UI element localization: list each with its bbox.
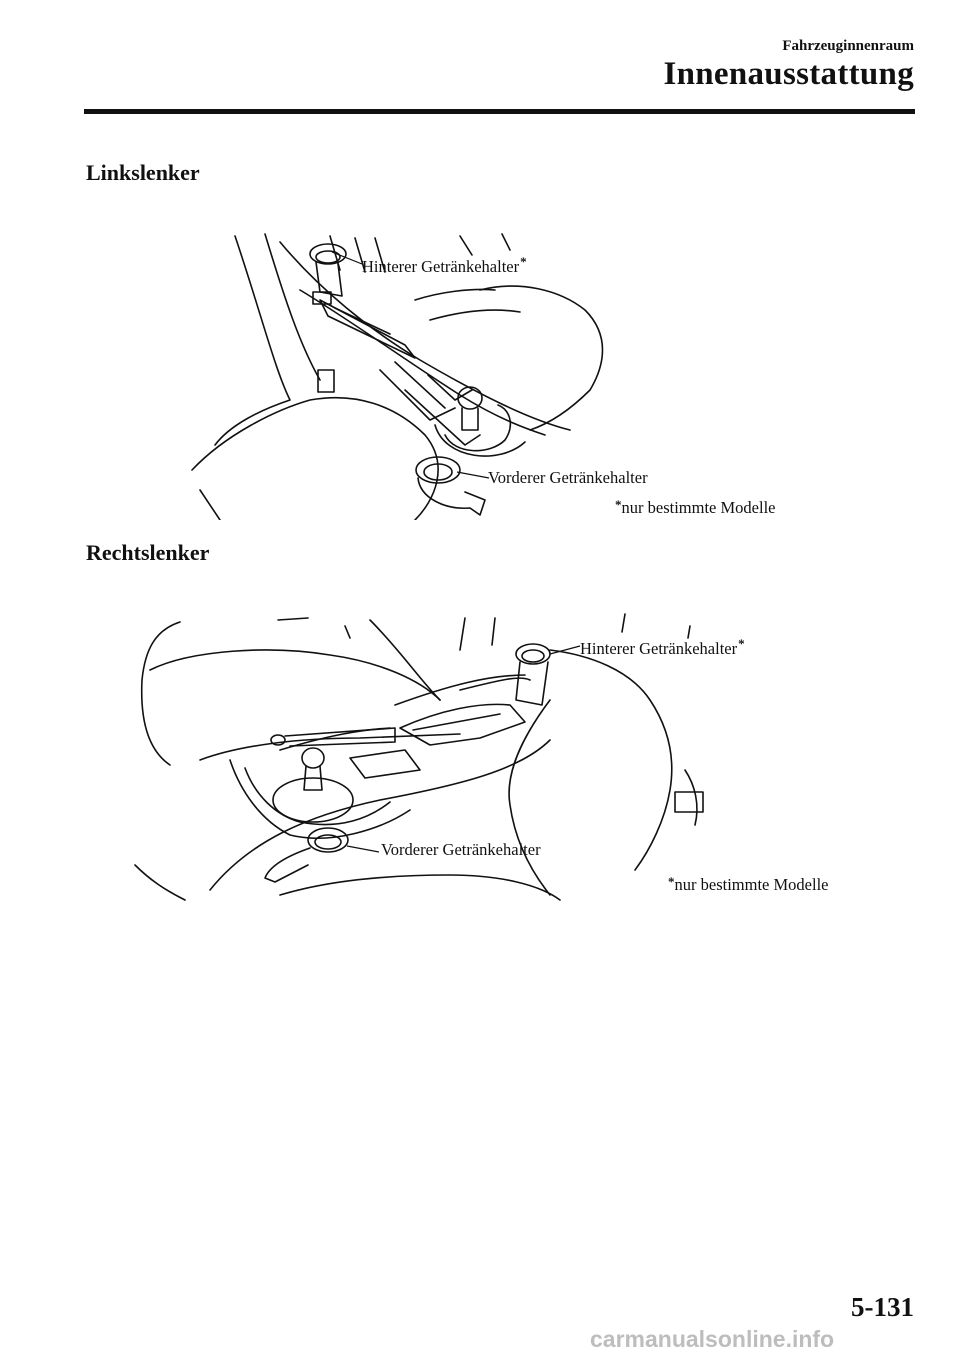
- rhd-rear-cupholder-label: [580, 636, 745, 659]
- rhd-front-leader: [345, 840, 385, 860]
- rhd-rear-asterisk: *: [738, 636, 745, 651]
- lhd-rear-cupholder-label: [362, 254, 527, 277]
- rhd-note-text: nur bestimmte Modelle: [674, 875, 829, 894]
- page-title: Innenausstattung: [663, 56, 914, 92]
- lhd-note-asterisk: *: [615, 497, 622, 512]
- lhd-front-cupholder-label: Vorderer Getränkehalter: [488, 468, 648, 487]
- rhd-model-note: [668, 874, 828, 895]
- rhd-front-cupholder-label: Vorderer Getränkehalter: [381, 840, 541, 859]
- lhd-note-text: nur bestimmte Modelle: [621, 498, 776, 517]
- lhd-heading: Linkslenker: [86, 160, 200, 185]
- lhd-rear-label-text: Hinterer Getränkehalter: [362, 257, 520, 276]
- rhd-rear-label-text: Hinterer Getränkehalter: [580, 639, 738, 658]
- watermark: carmanualsonline.info: [590, 1326, 835, 1352]
- header-rule: [84, 109, 915, 114]
- lhd-rear-asterisk: *: [520, 254, 527, 269]
- rhd-note-asterisk: *: [668, 874, 675, 889]
- lhd-model-note: [615, 497, 775, 518]
- rhd-heading: Rechtslenker: [86, 540, 210, 565]
- section-title: Fahrzeuginnenraum: [782, 38, 914, 54]
- page-number: 5-131: [851, 1292, 914, 1322]
